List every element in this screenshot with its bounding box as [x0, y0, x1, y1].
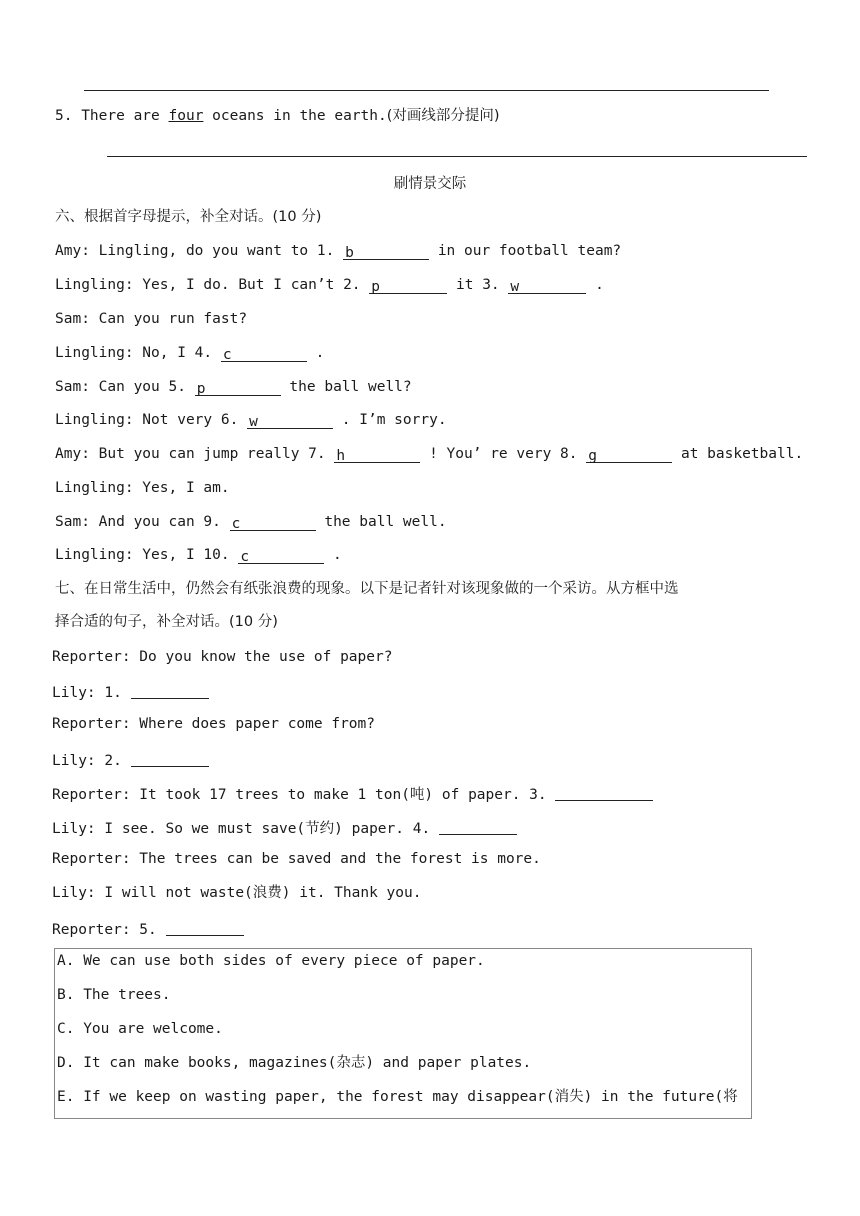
options-box: [54, 948, 752, 1119]
dialogue-line: Sam: And you can 9. c the ball well.: [55, 514, 447, 532]
dialogue-line: Reporter: Do you know the use of paper?: [52, 649, 393, 665]
dialogue-line: Lily: 2.: [52, 748, 209, 771]
option-item: E. If we keep on wasting paper, the forest may disappear(消失) in the future(将: [57, 1089, 738, 1105]
option-item: B. The trees.: [57, 987, 171, 1003]
option-item: A. We can use both sides of every piece of paper.: [57, 953, 485, 969]
question-5-text-end: oceans in the earth.: [203, 108, 387, 124]
dialogue-line: Reporter: 5.: [52, 917, 244, 940]
blank-field[interactable]: g: [586, 446, 672, 463]
dialogue-line: Lingling: Yes, I 10. c .: [55, 547, 342, 565]
question-5: [55, 106, 500, 126]
dialogue-line: Lingling: Not very 6. w . I’m sorry.: [55, 412, 447, 430]
dialogue-line: Sam: Can you 5. p the ball well?: [55, 379, 412, 397]
blank-field[interactable]: [166, 919, 244, 936]
blank-field[interactable]: p: [195, 379, 281, 396]
dialogue-line: Amy: Lingling, do you want to 1. b in our football team?: [55, 243, 622, 261]
dialogue-line: Lingling: Yes, I do. But I can’t 2. p it 3. w .: [55, 277, 604, 295]
underlined-word: four: [168, 108, 204, 124]
dialogue-line: Reporter: It took 17 trees to make 1 ton(吨) of paper. 3.: [52, 782, 653, 805]
part6-title: 六、根据首字母提示，补全对话。(10 分): [55, 209, 322, 225]
dialogue-line: Lingling: No, I 4. c .: [55, 345, 325, 363]
blank-field[interactable]: [555, 784, 653, 801]
blank-field[interactable]: w: [508, 277, 586, 294]
blank-field[interactable]: c: [230, 514, 316, 531]
dialogue-line: Lily: 1.: [52, 680, 209, 703]
option-item: C. You are welcome.: [57, 1021, 223, 1037]
blank-field[interactable]: p: [369, 277, 447, 294]
option-item: D. It can make books, magazines(杂志) and paper plates.: [57, 1055, 532, 1071]
blank-field[interactable]: c: [238, 547, 324, 564]
blank-field[interactable]: [439, 818, 517, 835]
dialogue-line: Lily: I see. So we must save(节约) paper. 4.: [52, 816, 517, 839]
answer-line: [84, 90, 769, 91]
dialogue-line: Lingling: Yes, I am.: [55, 480, 230, 496]
blank-field[interactable]: b: [343, 243, 429, 260]
dialogue-line: Reporter: The trees can be saved and the forest is more.: [52, 851, 541, 867]
blank-field[interactable]: w: [247, 412, 333, 429]
dialogue-line: Sam: Can you run fast?: [55, 311, 248, 327]
dialogue-line: Reporter: Where does paper come from?: [52, 716, 376, 732]
blank-field[interactable]: [131, 750, 209, 767]
blank-field[interactable]: h: [334, 446, 420, 463]
blank-field[interactable]: [131, 682, 209, 699]
question-5-note: (对画线部分提问): [386, 108, 500, 124]
answer-line: [107, 156, 807, 157]
part7-title-cont: 择合适的句子，补全对话。(10 分): [55, 614, 278, 630]
dialogue-line: Amy: But you can jump really 7. h ! You’ re very 8. g at basketball.: [55, 446, 804, 464]
dialogue-line: Lily: I will not waste(浪费) it. Thank you.: [52, 885, 422, 901]
section-heading: 刷情景交际: [393, 176, 467, 192]
question-5-text: 5. There are: [55, 108, 169, 124]
blank-field[interactable]: c: [221, 345, 307, 362]
part7-title: 七、在日常生活中，仍然会有纸张浪费的现象。以下是记者针对该现象做的一个采访。从方框中选: [55, 581, 679, 597]
